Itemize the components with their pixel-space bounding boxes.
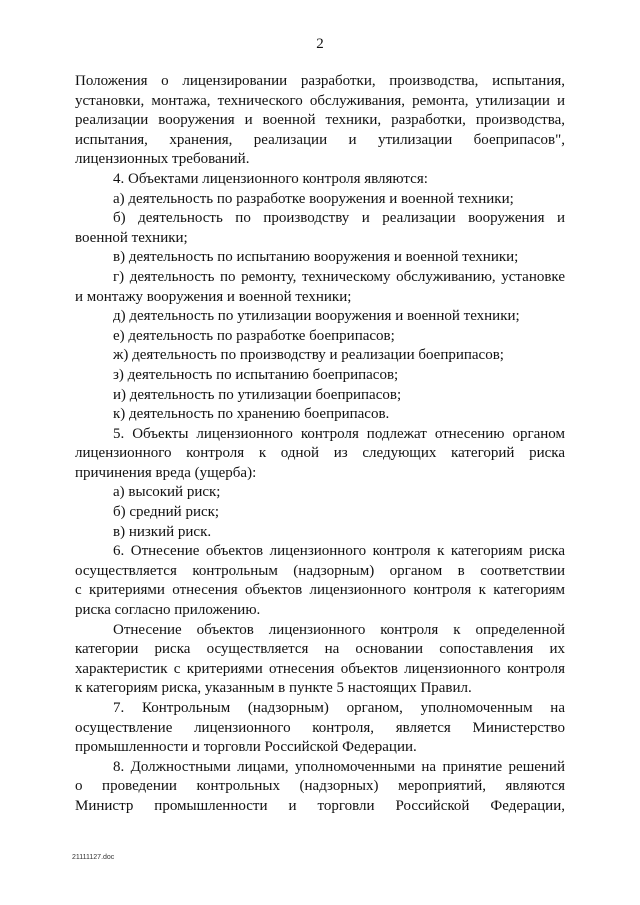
text-line: Отнесение объектов лицензионного контроля к определенной [113, 621, 565, 638]
text-line: б) средний риск; [113, 504, 220, 521]
list-item-4g [75, 268, 565, 307]
text-line: реализации вооружения и военной техники, разработки, производства, [75, 112, 565, 129]
paragraph-item-5 [75, 425, 565, 484]
text-line: е) деятельность по разработке боеприпасов; [113, 327, 395, 344]
text-line: 7. Контрольным (надзорным) органом, уполномоченным на [113, 700, 565, 716]
paragraph-item-4 [75, 170, 565, 190]
text-line: причинения вреда (ущерба): [75, 464, 257, 481]
text-line: 6. Отнесение объектов лицензионного контроля к категориям риска [113, 543, 565, 560]
text-line: промышленности и торговли Российской Федерации. [75, 739, 417, 756]
text-line: 8. Должностными лицами, уполномоченными на принятие решений [113, 758, 565, 775]
list-item-5v [75, 523, 565, 543]
paragraph-regulation-continuation [75, 72, 565, 170]
list-item-4e [75, 327, 565, 347]
text-line: д) деятельность по утилизации вооружения и военной техники; [113, 308, 520, 325]
text-line: б) деятельность по производству и реализации вооружения и [113, 210, 565, 227]
text-line: к категориям риска, указанным в пункте 5 настоящих Правил. [75, 680, 472, 697]
text-line: Министр промышленности и торговли Российской Федерации, [75, 797, 565, 814]
text-line: 4. Объектами лицензионного контроля являются: [113, 170, 428, 187]
text-line: риска согласно приложению. [75, 602, 261, 619]
text-line: лицензионных требований. [75, 151, 250, 168]
list-item-5b [75, 503, 565, 523]
text-line: осуществление лицензионного контроля, является Министерство [75, 719, 565, 736]
text-line: и монтажу вооружения и военной техники; [75, 288, 352, 305]
list-item-4a [75, 190, 565, 210]
text-line: а) деятельность по разработке вооружения и военной техники; [113, 190, 514, 207]
text-line: г) деятельность по ремонту, техническому обслуживанию, установке [113, 268, 565, 285]
list-item-5a [75, 483, 565, 503]
text-line: лицензионного контроля к одной из следующих категорий риска [75, 445, 565, 462]
paragraph-item-8 [75, 758, 565, 817]
footer-file-name: 21111127.doc [72, 854, 115, 861]
text-line: с критериями отнесения объектов лицензионного контроля к категориям [75, 582, 565, 599]
text-line: з) деятельность по испытанию боеприпасов; [113, 366, 399, 383]
document-body [75, 72, 565, 817]
text-line: категории риска осуществляется на основании сопоставления их [75, 641, 565, 658]
list-item-4zh [75, 346, 565, 366]
paragraph-item-7 [75, 699, 565, 758]
paragraph-item-6 [75, 542, 565, 620]
list-item-4v [75, 248, 565, 268]
text-line: ж) деятельность по производству и реализации боеприпасов; [113, 347, 504, 364]
text-line: к) деятельность по хранению боеприпасов. [113, 406, 390, 423]
page-number: 2 [316, 36, 324, 52]
list-item-4i [75, 386, 565, 406]
list-item-4k [75, 405, 565, 425]
text-line: и) деятельность по утилизации боеприпасов; [113, 386, 402, 403]
text-line: характеристик с критериями отнесения объектов лицензионного контроля [75, 660, 565, 677]
text-line: военной техники; [75, 229, 188, 246]
text-line: в) низкий риск. [113, 523, 212, 540]
text-line: а) высокий риск; [113, 484, 221, 501]
text-line: Положения о лицензировании разработки, производства, испытания, [75, 73, 565, 89]
text-line: в) деятельность по испытанию вооружения и военной техники; [113, 249, 519, 266]
paragraph-item-6-continued [75, 621, 565, 699]
text-line: установки, монтажа, технического обслуживания, ремонта, утилизации и [75, 92, 565, 109]
list-item-4d [75, 307, 565, 327]
list-item-4b [75, 209, 565, 248]
text-line: о проведении контрольных (надзорных) мероприятий, являются [75, 778, 565, 795]
text-line: осуществляется контрольным (надзорным) органом в соответствии [75, 562, 565, 579]
text-line: 5. Объекты лицензионного контроля подлежат отнесению органом [113, 425, 565, 442]
list-item-4z [75, 366, 565, 386]
text-line: испытания, хранения, реализации и утилизации боеприпасов", [75, 131, 565, 148]
